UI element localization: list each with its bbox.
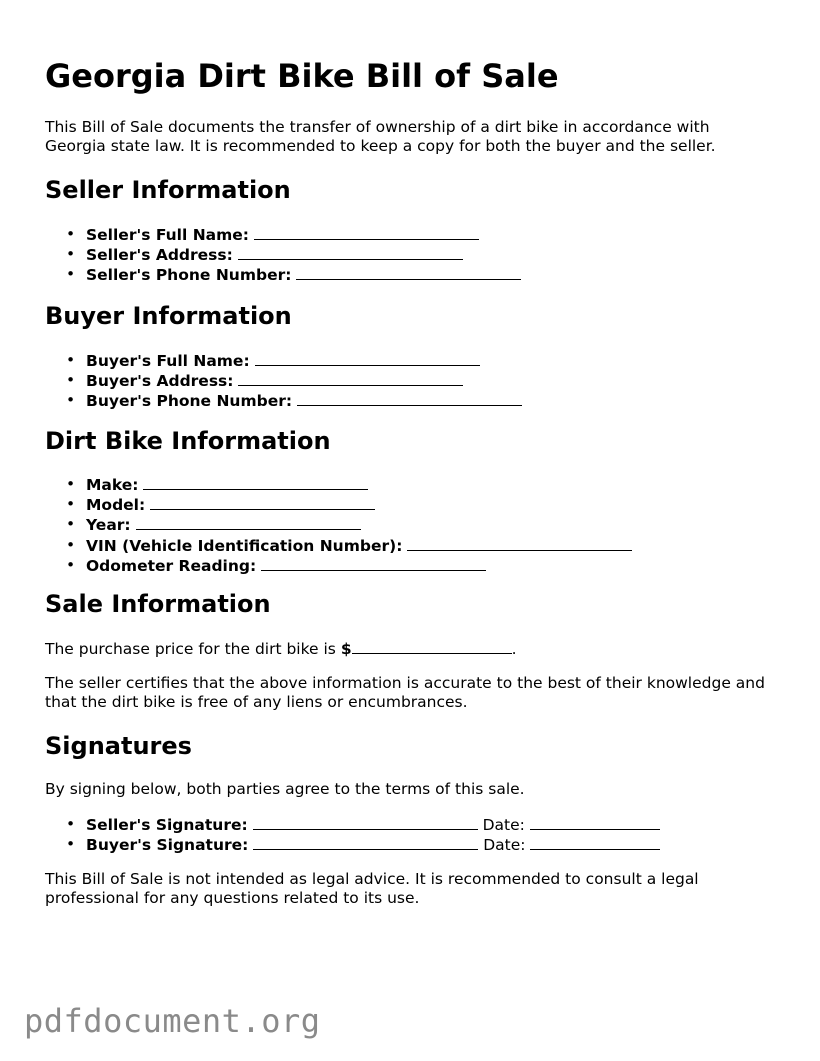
seller-signature-field[interactable]: [253, 815, 478, 830]
bike-model-label: Model:: [86, 496, 146, 515]
seller-signature-item: [45, 815, 660, 835]
watermark-text: pdfdocument.org: [24, 1002, 321, 1040]
seller-date-label: Date:: [482, 816, 525, 834]
disclaimer-paragraph: This Bill of Sale is not intended as legal advice. It is recommended to consult a legal professional for any questions related to its use.: [45, 870, 699, 907]
seller-address-label: Seller's Address:: [86, 246, 233, 265]
seller-phone-item: [45, 265, 521, 285]
price-sentence: [45, 639, 775, 659]
buyer-address-item: [45, 371, 522, 391]
currency-symbol: $: [340, 640, 352, 658]
buyer-heading: Buyer Information: [45, 302, 292, 330]
seller-full-name-label: Seller's Full Name:: [86, 226, 249, 244]
seller-phone-field[interactable]: [296, 265, 521, 280]
price-prefix: The purchase price for the dirt bike is: [45, 640, 341, 658]
bike-odometer-label: Odometer Reading:: [86, 556, 257, 575]
seller-address-item: [45, 245, 521, 265]
bike-vin-field[interactable]: [407, 536, 632, 551]
price-field[interactable]: [352, 639, 512, 654]
buyer-phone-field[interactable]: [297, 391, 522, 406]
buyer-signature-item: [45, 835, 660, 855]
buyer-address-label: Buyer's Address:: [86, 372, 234, 391]
sale-heading: Sale Information: [45, 590, 271, 618]
buyer-date-field[interactable]: [530, 835, 660, 850]
bike-year-field[interactable]: [136, 515, 361, 530]
bike-model-field[interactable]: [150, 495, 375, 510]
seller-address-field[interactable]: [238, 245, 463, 260]
signatures-heading: Signatures: [45, 732, 192, 760]
buyer-full-name-label: Buyer's Full Name:: [86, 352, 250, 370]
seller-heading: Seller Information: [45, 176, 291, 204]
buyer-list: [45, 351, 522, 412]
seller-full-name-item: [45, 225, 521, 245]
seller-phone-label: Seller's Phone Number:: [86, 266, 292, 285]
price-suffix: .: [511, 640, 517, 658]
buyer-full-name-field[interactable]: [255, 351, 480, 366]
seller-signature-label: Seller's Signature:: [86, 816, 248, 834]
bike-vin-label: VIN (Vehicle Identification Number):: [86, 536, 403, 555]
bike-model-item: [45, 495, 632, 515]
bike-make-label: Make:: [86, 476, 139, 494]
bike-heading: Dirt Bike Information: [45, 427, 331, 455]
bike-make-item: [45, 475, 632, 495]
intro-paragraph: This Bill of Sale documents the transfer of ownership of a dirt bike in accordance with Georgia state law. It is recommended to keep a copy for both the buyer and the seller.: [45, 118, 716, 155]
certification-paragraph: The seller certifies that the above information is accurate to the best of their knowledge and that the dirt bike is free of any liens or encumbrances.: [45, 674, 765, 711]
bike-odometer-item: [45, 556, 632, 576]
seller-full-name-field[interactable]: [254, 225, 479, 240]
bike-vin-item: [45, 536, 632, 556]
buyer-signature-label: Buyer's Signature:: [86, 836, 249, 855]
buyer-date-label: Date:: [483, 836, 526, 855]
buyer-address-field[interactable]: [238, 371, 463, 386]
signatures-list: [45, 815, 660, 855]
bike-make-field[interactable]: [143, 475, 368, 490]
seller-date-field[interactable]: [530, 815, 660, 830]
bike-list: [45, 475, 632, 576]
signatures-intro: By signing below, both parties agree to the terms of this sale.: [45, 780, 525, 798]
document-title: Georgia Dirt Bike Bill of Sale: [45, 57, 559, 95]
buyer-full-name-item: [45, 351, 522, 371]
buyer-signature-field[interactable]: [253, 835, 478, 850]
bike-year-item: [45, 515, 632, 535]
bike-year-label: Year:: [86, 516, 131, 535]
seller-list: [45, 225, 521, 286]
buyer-phone-label: Buyer's Phone Number:: [86, 392, 293, 411]
bike-odometer-field[interactable]: [261, 556, 486, 571]
buyer-phone-item: [45, 391, 522, 411]
